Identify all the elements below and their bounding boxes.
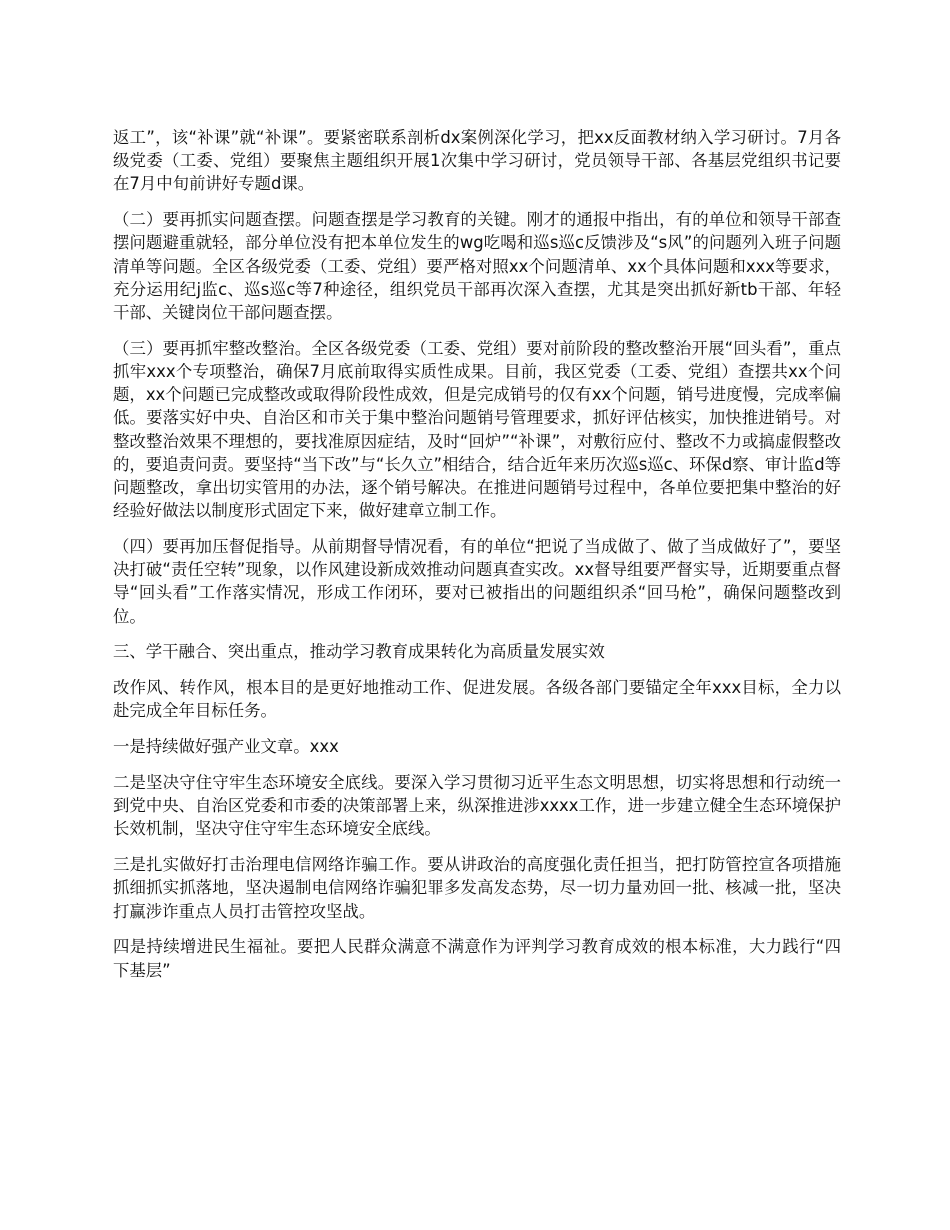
document-page [113, 126, 841, 994]
paragraph-study-makeup: 返工”，该“补课”就“补课”。要紧密联系剖析dx案例深化学习，把xx反面教材纳入学习研讨。7月各级党委（工委、党组）要聚焦主题组织开展1次集中学习研讨，党员领导干部、各基层党组织书记要在7月中旬前讲好专题d课。 [113, 128, 841, 194]
paragraph-problem-review: （二）要再抓实问题查摆。问题查摆是学习教育的关键。刚才的通报中指出，有的单位和领导干部查摆问题避重就轻，部分单位没有把本单位发生的wg吃喝和巡s巡c反馈涉及“s风”的问题列入班子问题清单等问题。全区各级党委（工委、党组）要严格对照xx个问题清单、xx个具体问题和xxx等要求，充分运用纪j监c、巡s巡c等7种途径，组织党员干部再次深入查摆，尤其是突出抓好新tb干部、年轻干部、关键岗位干部问题查摆。 [113, 210, 841, 323]
paragraph-item-two: 二是坚决守住守牢生态环境安全底线。要深入学习贯彻习近平生态文明思想，切实将思想和行动统一到党中央、自治区党委和市委的决策部署上来，纵深推进涉xxxx工作，进一步建立健全生态环境保护长效机制，坚决守住守牢生态环境安全底线。 [113, 773, 841, 839]
paragraph-supervision: （四）要再加压督促指导。从前期督导情况看，有的单位“把说了当成做了、做了当成做好了”，要坚决打破“责任空转”现象，以作风建设新成效推动问题真查实改。xx督导组要严督实导，近期要重点督导“回头看”工作落实情况，形成工作闭环，要对已被指出的问题组织杀“回马枪”，确保问题整改到位。 [113, 537, 841, 626]
paragraph-rectification: （三）要再抓牢整改整治。全区各级党委（工委、党组）要对前阶段的整改整治开展“回头看”，重点抓牢xxx个专项整治，确保7月底前取得实质性成果。目前，我区党委（工委、党组）查摆共xx个问题，xx个问题已完成整改或取得阶段性成效，但是完成销号的仅有xx个问题，销号进度慢，完成率偏低。要落实好中央、自治区和市关于集中整治问题销号管理要求，抓好评估核实，加快推进销号。对整改整治效果不理想的，要找准原因症结，及时“回炉”“补课”，对敷衍应付、整改不力或搞虚假整改的，要追责问责。要坚持“当下改”与“长久立”相结合，结合近年来历次巡s巡c、环保d察、审计监d等问题整改，拿出切实管用的办法，逐个销号解决。在推进问题销号过程中，各单位要把集中整治的好经验好做法以制度形式固定下来，做好建章立制工作。 [113, 338, 841, 521]
paragraph-item-three: 三是扎实做好打击治理电信网络诈骗工作。要从讲政治的高度强化责任担当，把打防管控宣各项措施抓细抓实抓落地，坚决遏制电信网络诈骗犯罪多发高发态势，尽一切力量劝回一批、核减一批，坚决打赢涉诈重点人员打击管控攻坚战。 [113, 855, 841, 921]
paragraph-item-one: 一是持续做好强产业文章。xxx [113, 737, 339, 757]
paragraph-item-four: 四是持续增进民生福祉。要把人民群众满意不满意作为评判学习教育成效的根本标准，大力践行“四下基层” [113, 937, 841, 980]
paragraph-work-style: 改作风、转作风，根本目的是更好地推动工作、促进发展。各级各部门要锚定全年xxx目标，全力以赴完成全年目标任务。 [113, 678, 841, 721]
section-heading-three: 三、学干融合、突出重点，推动学习教育成果转化为高质量发展实效 [113, 642, 605, 662]
